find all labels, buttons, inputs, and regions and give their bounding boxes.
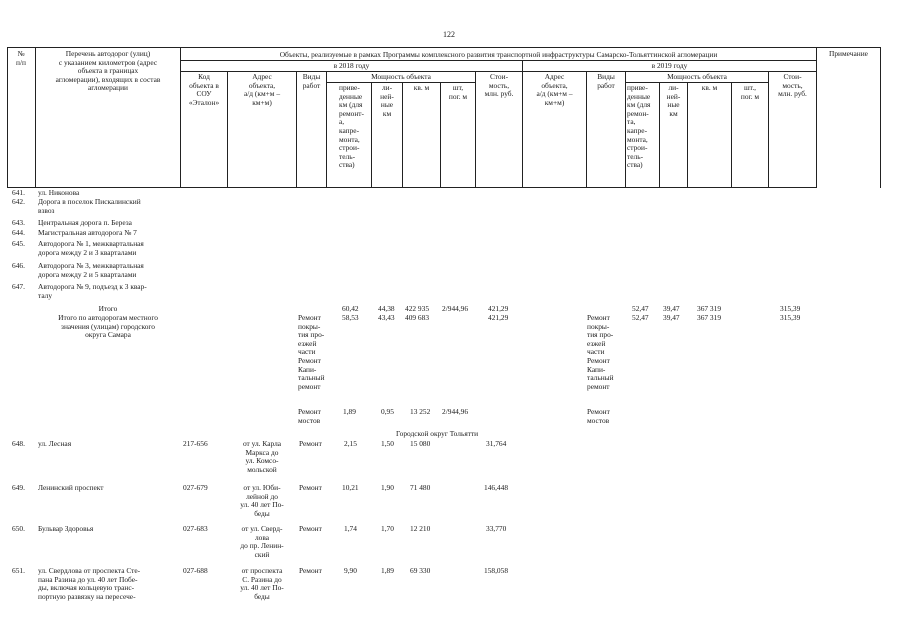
row-road-name: Дорога в поселок Пискалинский взвоз bbox=[38, 197, 141, 215]
row-num: 642. bbox=[12, 197, 25, 206]
row-num: 649. bbox=[12, 483, 25, 492]
header-addr-2019: Адрес объекта, а/д (км+м – км+м) bbox=[536, 72, 573, 107]
row-num: 646. bbox=[12, 261, 25, 270]
header-power-2018: Мощность объекта bbox=[371, 72, 431, 81]
header-2019: в 2019 году bbox=[651, 61, 688, 70]
header-km-reduced-2019: приве- денные км (для ремон- та, капре- монта, строи- тель- ства) bbox=[627, 83, 651, 170]
header-cost-2018: Стои- мость, млн. руб. bbox=[484, 72, 514, 99]
row-num: 641. bbox=[12, 188, 25, 197]
row-road-name: ул. Лесная bbox=[38, 439, 72, 448]
row-address: от ул. Сверд- лова до пр. Ленин- ский bbox=[240, 524, 284, 559]
row-road-name: Центральная дорога п. Береза bbox=[38, 218, 132, 227]
row-code: 027-679 bbox=[183, 483, 208, 492]
row-cost: 31,764 bbox=[486, 439, 507, 448]
totals-pcs: 2/944,96 bbox=[442, 304, 469, 313]
header-pcs: шт, пог. м bbox=[448, 83, 468, 101]
row-num: 648. bbox=[12, 439, 25, 448]
row-km-reduced: 2,15 bbox=[344, 439, 357, 448]
totals-pcs: 2/944,96 bbox=[442, 407, 469, 416]
header-pcs-2019: шт., пог. м bbox=[740, 83, 760, 101]
header-km-reduced: приве- денные км (для ремонт- а, капре- монта, строи- тель- ства) bbox=[339, 83, 364, 170]
row-sqm: 15 080 bbox=[410, 439, 431, 448]
header-km-linear: ли- ней- ные км bbox=[380, 83, 394, 118]
row-road-name: Магистральная автодорога № 7 bbox=[38, 228, 137, 237]
row-works: Ремонт bbox=[299, 439, 322, 448]
page-number: 122 bbox=[443, 30, 455, 39]
totals-km-reduced-2019: 52,47 bbox=[632, 304, 649, 313]
totals-km-reduced-2019: 52,47 bbox=[632, 313, 649, 322]
header-works: Виды работ bbox=[302, 72, 321, 90]
row-road-name: Автодорога № 9, подъезд к 3 квар- талу bbox=[38, 282, 147, 300]
totals-cost: 421,29 bbox=[488, 304, 509, 313]
totals-cost-2019: 315,39 bbox=[780, 304, 801, 313]
header-num: № п/п bbox=[16, 49, 26, 67]
row-code: 027-688 bbox=[183, 566, 208, 575]
header-code: Код объекта в СОУ «Эталон» bbox=[188, 72, 220, 107]
header-note: Примечание bbox=[829, 49, 868, 58]
totals-label: Итого bbox=[98, 304, 118, 313]
row-cost: 146,448 bbox=[484, 483, 509, 492]
header-power-2019: Мощность объекта bbox=[667, 72, 727, 81]
totals-sqm-2019: 367 319 bbox=[697, 304, 722, 313]
totals-km-linear: 0,95 bbox=[381, 407, 394, 416]
row-address: от проспекта С. Разина до ул. 40 лет По- беды bbox=[240, 566, 284, 601]
row-works: Ремонт bbox=[299, 566, 322, 575]
header-cost-2019: Стои- мость, млн. руб. bbox=[778, 72, 807, 99]
row-address: от ул. Юби- лейной до ул. 40 лет По- беды bbox=[240, 483, 284, 518]
row-km-linear: 1,50 bbox=[381, 439, 394, 448]
row-num: 644. bbox=[12, 228, 25, 237]
totals-km-linear: 44,38 bbox=[378, 304, 395, 313]
totals-works-bridges: Ремонт мостов bbox=[298, 407, 321, 425]
totals-km-linear-2019: 39,47 bbox=[663, 313, 680, 322]
totals-cost: 421,29 bbox=[488, 313, 509, 322]
header-2018: в 2018 году bbox=[333, 61, 370, 70]
row-works: Ремонт bbox=[299, 524, 322, 533]
totals-km-linear-2019: 39,47 bbox=[663, 304, 680, 313]
row-code: 027-683 bbox=[183, 524, 208, 533]
row-address: от ул. Карла Маркса до ул. Комсо- мольской bbox=[242, 439, 282, 474]
row-code: 217-656 bbox=[183, 439, 208, 448]
row-km-linear: 1,90 bbox=[381, 483, 394, 492]
section-title: Городской округ Тольятти bbox=[396, 429, 479, 438]
row-km-reduced: 10,21 bbox=[342, 483, 359, 492]
row-road-name: ул. Никонова bbox=[38, 188, 80, 197]
row-km-reduced: 9,90 bbox=[344, 566, 357, 575]
totals-sqm: 409 683 bbox=[405, 313, 430, 322]
row-sqm: 12 210 bbox=[410, 524, 431, 533]
header-road-list: Перечень автодорог (улиц) с указанием километров (адрес объекта в границах агломерации), входящих в состав агломерации bbox=[55, 49, 161, 93]
row-cost: 33,770 bbox=[486, 524, 507, 533]
row-km-linear: 1,89 bbox=[381, 566, 394, 575]
totals-sqm-2019: 367 319 bbox=[697, 313, 722, 322]
totals-sqm: 422 935 bbox=[405, 304, 430, 313]
header-sqm: кв. м bbox=[413, 83, 430, 92]
totals-cost-2019: 315,39 bbox=[780, 313, 801, 322]
header-sqm-2019: кв. м bbox=[701, 83, 718, 92]
row-road-name: Автодорога № 3, межквартальная дорога между 2 и 5 кварталами bbox=[38, 261, 144, 279]
row-num: 650. bbox=[12, 524, 25, 533]
totals-sqm: 13 252 bbox=[410, 407, 431, 416]
header-km-linear-2019: ли- ней- ные км bbox=[666, 83, 681, 118]
row-road-name: Автодорога № 1, межквартальная дорога между 2 и 3 кварталами bbox=[38, 239, 144, 257]
row-num: 645. bbox=[12, 239, 25, 248]
totals-works: Ремонт покры- тия про- езжей части Ремонт Капи- тальный ремонт bbox=[298, 313, 325, 391]
row-km-reduced: 1,74 bbox=[344, 524, 357, 533]
totals-km-linear: 43,43 bbox=[378, 313, 395, 322]
totals-local-label: Итого по автодорогам местного значения (улицам) городского округа Самара bbox=[58, 313, 158, 340]
totals-km-reduced: 1,89 bbox=[343, 407, 356, 416]
header-works-2019: Виды работ bbox=[597, 72, 615, 90]
totals-km-reduced: 58,53 bbox=[342, 313, 359, 322]
row-road-name: Бульвар Здоровья bbox=[38, 524, 94, 533]
header-addr: Адрес объекта, а/д (км+м – км+м) bbox=[243, 72, 281, 107]
totals-km-reduced: 60,42 bbox=[342, 304, 359, 313]
row-cost: 158,058 bbox=[484, 566, 509, 575]
totals-works-2019: Ремонт покры- тия про- езжей части Ремонт Капи- тальный ремонт bbox=[587, 313, 614, 391]
row-sqm: 71 480 bbox=[410, 483, 431, 492]
row-num: 651. bbox=[12, 566, 25, 575]
row-road-name: Ленинский проспект bbox=[38, 483, 104, 492]
row-num: 643. bbox=[12, 218, 25, 227]
row-km-linear: 1,70 bbox=[381, 524, 394, 533]
row-road-name: ул. Свердлова от проспекта Сте- пана Разина до ул. 40 лет Побе- ды, включая кольцевую транс- портную развязку на пересече- bbox=[38, 566, 141, 601]
totals-works-bridges-2019: Ремонт мостов bbox=[587, 407, 610, 425]
row-works: Ремонт bbox=[299, 483, 322, 492]
header-objects: Объекты, реализуемые в рамках Программы комплексного развития транспортной инфраструктуры Самарско-Тольяттинской агломерации bbox=[279, 50, 718, 59]
row-sqm: 69 330 bbox=[410, 566, 431, 575]
row-num: 647. bbox=[12, 282, 25, 291]
